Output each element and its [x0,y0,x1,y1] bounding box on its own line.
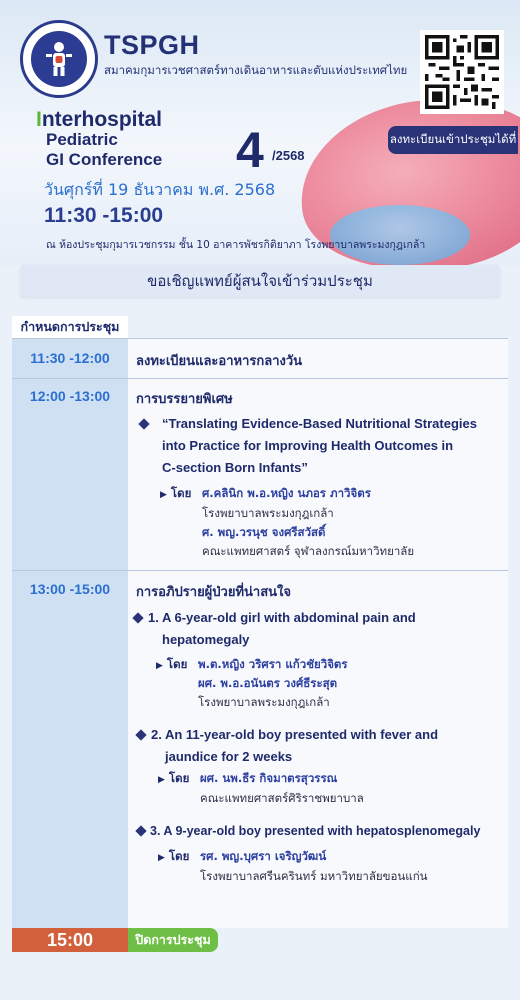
case-2-affiliation: คณะแพทยศาสตร์ศิริราชพยาบาล [200,791,364,805]
event-time: 11:30 -15:00 [44,204,164,227]
pointer-icon: ▶ [156,661,163,671]
case-1-speaker-2: ผศ. พ.อ.อนันตร วงศ์ธีระสุต [198,676,338,690]
title-line1-rest: nterhospital [41,108,163,131]
case-3-by [158,848,189,866]
lecture-by [160,485,191,503]
pointer-icon: ▶ [158,853,165,863]
schedule-time-column [12,338,128,928]
case-1-speaker-1: พ.ต.หญิง วริศรา แก้วชัยวิจิตร [198,657,348,671]
slot-time-1: 11:30 -12:00 [30,350,110,366]
by-label: โดย [170,486,192,500]
lecture-affiliation-2: คณะแพทยศาสตร์ จุฬาลงกรณ์มหาวิทยาลัย [202,544,415,558]
register-button[interactable]: ลงทะเบียนเข้าประชุมได้ที่ [388,126,518,154]
invitation-banner: ขอเชิญแพทย์ผู้สนใจเข้าร่วมประชุม [20,265,500,297]
case-title-line: hepatomegaly [162,632,250,647]
case-1-affiliation: โรงพยาบาลพระมงกุฎเกล้า [198,695,330,709]
brand-subtitle: สมาคมกุมารเวชศาสตร์ทางเดินอาหารและตับแห่งประเทศไทย [104,63,408,77]
by-label: โดย [166,657,188,671]
lecture-speaker-1: ศ.คลินิก พ.อ.หญิง นภอร ภาวิจิตร [202,486,371,500]
schedule-divider [12,338,508,339]
closing-time: 15:00 [12,928,128,952]
case-title-line: 2. An 11-year-old boy presented with fever and [151,727,439,742]
closing-label: ปิดการประชุม [128,928,218,952]
schedule-divider [12,570,508,571]
case-title-line: 1. A 6-year-old girl with abdominal pain and [148,610,416,625]
slot-title-2: การบรรยายพิเศษ [136,392,233,407]
case-2-title [151,724,511,768]
lecture-title-line: “Translating Evidence-Based Nutritional Strategies [162,416,477,431]
brand-name: TSPGH [104,30,200,60]
title-initial: I [36,108,42,131]
organ-illustration [330,205,470,265]
child-figure-icon [39,39,79,79]
case-2-by [158,770,189,788]
case-2-speaker-1: ผศ. นพ.ธีร กิจมาตรสุวรรณ [200,771,338,785]
case-title-line: 3. A 9-year-old boy presented with hepatosplenomegaly [150,824,481,838]
by-label: โดย [168,849,190,863]
pointer-icon: ▶ [160,490,167,500]
case-3-affiliation: โรงพยาบาลศรีนครินทร์ มหาวิทยาลัยขอนแก่น [200,869,428,883]
event-date: วันศุกร์ที่ 19 ธันวาคม พ.ศ. 2568 [44,180,276,199]
case-3-speaker-1: รศ. พญ.บุศรา เจริญวัฒน์ [200,849,327,863]
slot-time-3: 13:00 -15:00 [29,581,111,597]
by-label: โดย [168,771,190,785]
lecture-affiliation-1: โรงพยาบาลพระมงกุฎเกล้า [202,506,334,520]
slot-title-1: ลงทะเบียนและอาหารกลางวัน [136,354,303,369]
pointer-icon: ▶ [158,775,165,785]
lecture-title-line: C-section Born Infants” [162,460,308,475]
tspgh-logo [20,20,98,98]
lecture-title-line: into Practice for Improving Health Outcomes in [162,438,454,453]
lecture-title [162,413,502,479]
conference-title-line2: Pediatric [46,130,118,149]
case-title-line: jaundice for 2 weeks [165,749,293,764]
event-venue: ณ ห้องประชุมกุมารเวชกรรม ชั้น 10 อาคารพัชรกิติยาภา โรงพยาบาลพระมงกุฎเกล้า [46,239,426,251]
logo-emblem [31,31,87,87]
schedule-divider [12,378,508,379]
case-3-title [150,820,510,842]
edition-year: /2568 [272,148,305,163]
case-1-by [156,656,187,674]
lecture-speaker-2: ศ. พญ.วรนุช จงศรีสวัสดิ์ [202,525,326,539]
registration-qr-code[interactable] [420,30,504,114]
slot-time-2: 12:00 -13:00 [29,388,111,404]
conference-title [36,110,162,170]
conference-title-line3: GI Conference [46,150,163,169]
edition-number: 4 [236,122,264,178]
schedule-label: กำหนดการประชุม [12,316,128,338]
header-banner [0,0,520,265]
case-1-title [148,607,508,651]
qr-code-icon [425,35,499,109]
conference-title-line1 [36,110,162,130]
slot-title-3: การอภิปรายผู้ป่วยที่น่าสนใจ [136,585,292,600]
